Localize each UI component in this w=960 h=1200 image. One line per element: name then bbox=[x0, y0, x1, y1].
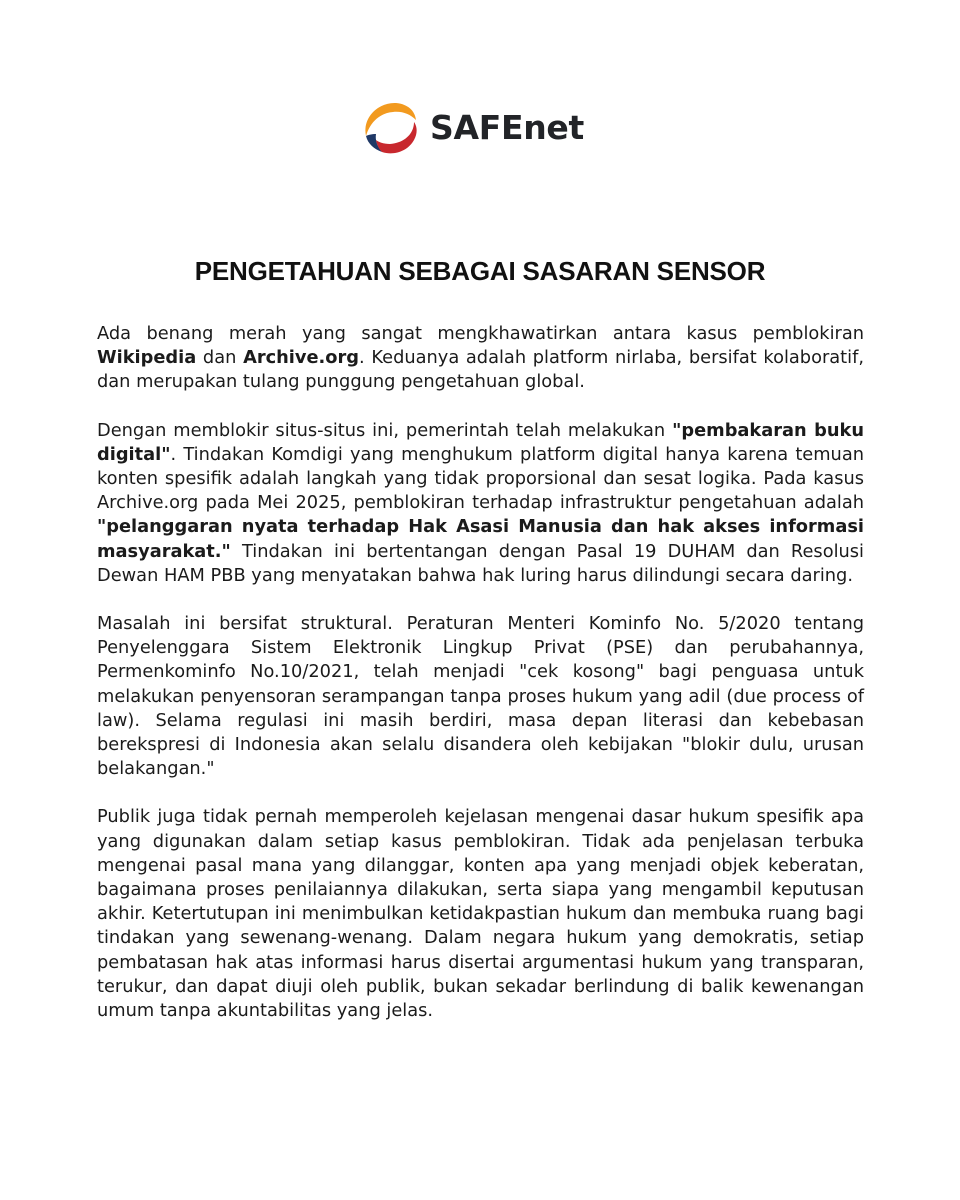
paragraph-2-text-2: . Tindakan Komdigi yang menghukum platform digital hanya karena temuan konten spesifik adalah langkah yang tidak proporsional dan sesat logika. Pada kasus Archive.org pada Mei 2025, pemblokiran terhadap infrastruktur pengetahuan adalah bbox=[97, 443, 864, 514]
logo-arc-red bbox=[376, 122, 417, 153]
wikipedia-bold: Wikipedia bbox=[97, 347, 197, 369]
paragraph-1-text-1: Ada benang merah yang sangat mengkhawatirkan antara kasus pemblokiran bbox=[97, 323, 864, 344]
paragraph-3: Masalah ini bersifat struktural. Peraturan Menteri Kominfo No. 5/2020 tentang Penyelenggara Sistem Elektronik Lingkup Privat (PSE) dan perubahannya, Permenkominfo No.10/2021, telah menjadi "cek kosong" bagi penguasa untuk melakukan penyensoran serampangan tanpa proses hukum yang adil (due process of law). Selama regulasi ini masih berdiri, masa depan literasi dan kebebasan berekspresi di Indonesia akan selalu disandera oleh kebijakan "blokir dulu, urusan belakangan." bbox=[97, 613, 864, 780]
archive-org-bold: Archive.org bbox=[243, 347, 360, 369]
page-title: PENGETAHUAN SEBAGAI SASARAN SENSOR bbox=[194, 256, 766, 286]
paragraph-1-text-3: . Keduanya adalah platform nirlaba, bersifat kolaboratif, dan merupakan tulang punggung pengetahuan global. bbox=[97, 347, 865, 393]
paragraph-1-text-2: dan bbox=[196, 347, 244, 369]
paragraph-4: Publik juga tidak pernah memperoleh kejelasan mengenai dasar hukum spesifik apa yang digunakan dalam setiap kasus pemblokiran. Tidak ada penjelasan terbuka mengenai pasal mana yang dilanggar, konten apa yang menjadi objek keberatan, bagaimana proses penilaiannya dilakukan, serta siapa yang mengambil keputusan akhir. Ketertutupan ini menimbulkan ketidakpastian hukum dan membuka ruang bagi tindakan yang sewenang-wenang. Dalam negara hukum yang demokratis, setiap pembatasan hak atas informasi harus disertai argumentasi hukum yang transparan, terukur, dan dapat diuji oleh publik, bukan sekadar berlindung di balik kewenangan umum tanpa akuntabilitas yang jelas. bbox=[97, 806, 864, 1022]
article-body bbox=[97, 322, 864, 1047]
safenet-logo-icon bbox=[360, 96, 418, 158]
paragraph-2 bbox=[97, 419, 864, 588]
paragraph-2-text-3: Tindakan ini bertentangan dengan Pasal 19 DUHAM dan Resolusi Dewan HAM PBB yang menyatakan bahwa hak luring harus dilindungi secara daring. bbox=[97, 540, 864, 586]
paragraph-1 bbox=[97, 322, 864, 395]
logo-wordmark: SAFEnet bbox=[430, 107, 584, 147]
pembakaran-buku-bold: "pembakaran buku digital" bbox=[97, 419, 864, 465]
logo-arc-orange bbox=[365, 103, 416, 136]
safenet-logo bbox=[360, 96, 600, 158]
paragraph-2-text-1: Dengan memblokir situs-situs ini, pemerintah telah melakukan bbox=[97, 419, 673, 441]
pelanggaran-ham-bold: "pelanggaran nyata terhadap Hak Asasi Manusia dan hak akses informasi masyarakat." bbox=[97, 516, 864, 562]
